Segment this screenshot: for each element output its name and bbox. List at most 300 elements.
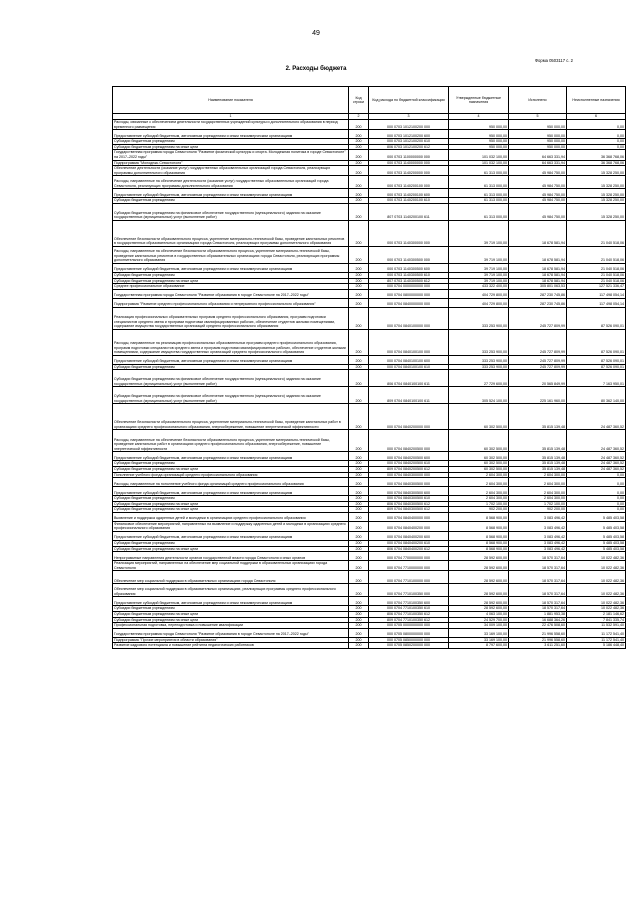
page-number: 49 (312, 30, 320, 37)
table-row (113, 584, 626, 597)
row-name-cell: Обеспечение мер социальной поддержки в образовательных организациях города Севастополя (113, 571, 349, 584)
row-line-code-cell: 200 (349, 166, 369, 176)
column-header-classification-code: Код расхода по бюджетной классификации (369, 87, 449, 114)
row-classification-code-cell: 000 0703 1140200100 610 (369, 198, 449, 204)
row-unexecuted-cell: 11 172 541,40 (567, 628, 626, 637)
row-unexecuted-cell: 36 368 768,06 (567, 160, 626, 166)
row-name-cell: Предоставление субсидий бюджетным, автономным учреждениям и иным некоммерческим организациям (113, 130, 349, 139)
row-line-code-cell: 200 (349, 144, 369, 150)
row-classification-code-cell: 000 0703 1140300000 000 (369, 220, 449, 246)
table-row (113, 203, 626, 220)
row-classification-code-cell: 000 0704 7710000000 000 (369, 561, 449, 571)
row-line-code-cell: 200 (349, 452, 369, 461)
table-row (113, 387, 626, 404)
row-line-code-cell: 200 (349, 198, 369, 204)
row-name-cell: Расходы, направленные на обеспечение безопасности образовательного процесса, укрепление материально-технической базы, проведение капитальных работ в организациях среднего профессионального образования, энергосбережение, повышение энергетической эффективности (113, 430, 349, 452)
row-executed-cell: 45 984 750,00 (509, 203, 567, 220)
row-approved-cell: 60 302 500,00 (449, 452, 509, 461)
row-executed-cell: 245 727 809,99 (509, 355, 567, 364)
row-unexecuted-cell: 127 521 336,47 (567, 284, 626, 290)
table-row (113, 571, 626, 584)
row-name-cell: Субсидии бюджетным учреждениям на финансовое обеспечение государственного (муниципального) задания на оказание государственных (муниципальных) услуг (выполнение работ) (113, 203, 349, 220)
row-unexecuted-cell: 87 526 090,01 (567, 355, 626, 364)
row-name-cell: Субсидии бюджетным учреждениям на иные цели (113, 612, 349, 618)
row-classification-code-cell: 000 0704 0000000000 000 (369, 284, 449, 290)
table-row (113, 329, 626, 355)
row-approved-cell: 2 604 300,00 (449, 496, 509, 502)
row-executed-cell: 1 702 100,00 (509, 501, 567, 507)
row-approved-cell: 28 592 600,00 (449, 561, 509, 571)
table-row (113, 166, 626, 176)
row-classification-code-cell: 000 0705 0000000000 000 (369, 623, 449, 629)
row-name-cell: Пополнение учебного фонда организаций среднего профессионального образования (113, 472, 349, 478)
row-unexecuted-cell: 24 487 360,52 (567, 430, 626, 452)
row-executed-cell: 3 083 496,42 (509, 541, 567, 547)
row-line-code-cell: 200 (349, 160, 369, 166)
row-executed-cell: 2 604 300,00 (509, 472, 567, 478)
row-classification-code-cell: 000 0703 1140300500 600 (369, 263, 449, 272)
row-unexecuted-cell: 10 022 482,36 (567, 606, 626, 612)
row-approved-cell: 39 719 100,00 (449, 278, 509, 284)
row-classification-code-cell: 000 0703 1012100200 610 (369, 139, 449, 145)
row-executed-cell: 16 688 364,26 (509, 617, 567, 623)
row-unexecuted-cell: 0,00 (567, 144, 626, 150)
row-executed-cell: 45 984 750,00 (509, 198, 567, 204)
row-approved-cell: 950 000,00 (449, 144, 509, 150)
row-executed-cell: 950 000,00 (509, 120, 567, 130)
row-unexecuted-cell: 87 526 090,01 (567, 329, 626, 355)
row-line-code-cell: 200 (349, 628, 369, 637)
row-line-code-cell: 200 (349, 496, 369, 502)
row-classification-code-cell: 806 0704 7710100350 612 (369, 612, 449, 618)
table-row (113, 404, 626, 430)
row-classification-code-cell: 000 0704 7710100350 000 (369, 584, 449, 597)
row-line-code-cell: 200 (349, 263, 369, 272)
row-line-code-cell: 200 (349, 189, 369, 198)
row-approved-cell: 4 063 100,00 (449, 612, 509, 618)
row-approved-cell: 61 313 000,00 (449, 198, 509, 204)
page-title: 2. Расходы бюджета (285, 66, 347, 72)
row-executed-cell: 21 996 558,60 (509, 637, 567, 643)
row-executed-cell: 18 570 317,64 (509, 552, 567, 561)
table-row (113, 289, 626, 298)
row-unexecuted-cell: 11 532 591,40 (567, 623, 626, 629)
row-classification-code-cell: 000 0703 1140200100 000 (369, 176, 449, 189)
row-line-code-cell: 200 (349, 139, 369, 145)
table-row (113, 355, 626, 364)
table-row (113, 521, 626, 531)
row-name-cell: Предоставление субсидий бюджетным, автономным учреждениям и иным некоммерческим организациям (113, 263, 349, 272)
row-name-cell: Реализация профессиональных образовательных программ среднего профессионального образования, программ подготовки специалистов среднего звена и программ подготовки квалифицированных рабочих, обеспечение студентов жилыми помещениями, содержание имущества государственных организаций среднего профессионального образования (113, 307, 349, 329)
row-approved-cell: 61 313 000,00 (449, 203, 509, 220)
row-executed-cell: 2 604 300,00 (509, 478, 567, 487)
table-row (113, 452, 626, 461)
column-number: 1 (113, 114, 349, 120)
table-row (113, 532, 626, 541)
row-approved-cell: 39 719 100,00 (449, 220, 509, 246)
row-approved-cell: 305 524 100,00 (449, 387, 509, 404)
row-unexecuted-cell: 5 485 403,58 (567, 512, 626, 521)
row-unexecuted-cell: 24 487 360,52 (567, 452, 626, 461)
row-name-cell: Субсидии бюджетным учреждениям на финансовое обеспечение государственного (муниципального) задания на оказание государственных (муниципальных) услуг (выполнение работ) (113, 387, 349, 404)
row-classification-code-cell: 000 0704 0840000000 000 (369, 298, 449, 307)
row-unexecuted-cell: 24 487 360,52 (567, 466, 626, 472)
row-classification-code-cell: 000 0704 7710100350 600 (369, 597, 449, 606)
row-executed-cell: 245 727 809,99 (509, 329, 567, 355)
row-executed-cell: 35 815 139,48 (509, 466, 567, 472)
row-line-code-cell: 200 (349, 512, 369, 521)
row-line-code-cell: 200 (349, 130, 369, 139)
row-name-cell: Субсидии бюджетным учреждениям (113, 272, 349, 278)
table-row (113, 370, 626, 387)
row-unexecuted-cell: 0,00 (567, 496, 626, 502)
row-classification-code-cell: 809 0704 0840200500 612 (369, 466, 449, 472)
row-line-code-cell: 200 (349, 623, 369, 629)
row-classification-code-cell: 000 0703 1012100200 600 (369, 130, 449, 139)
row-executed-cell: 287 230 745,86 (509, 289, 567, 298)
row-unexecuted-cell: 5 485 403,58 (567, 541, 626, 547)
row-classification-code-cell: 000 0704 0800000000 000 (369, 289, 449, 298)
row-classification-code-cell: 000 0704 7700000000 000 (369, 552, 449, 561)
row-approved-cell: 39 719 100,00 (449, 263, 509, 272)
row-approved-cell: 39 719 100,00 (449, 246, 509, 263)
row-classification-code-cell: 807 0703 1140200100 611 (369, 203, 449, 220)
row-approved-cell: 2 604 300,00 (449, 472, 509, 478)
row-unexecuted-cell: 10 022 482,36 (567, 561, 626, 571)
row-executed-cell: 2 604 300,00 (509, 496, 567, 502)
row-classification-code-cell: 000 0703 1140300500 610 (369, 272, 449, 278)
row-approved-cell: 950 000,00 (449, 120, 509, 130)
row-classification-code-cell: 806 0704 0840400200 612 (369, 546, 449, 552)
row-classification-code-cell: 000 0704 0840100100 000 (369, 329, 449, 355)
row-line-code-cell: 200 (349, 571, 369, 584)
row-name-cell: Субсидии бюджетным учреждениям (113, 139, 349, 145)
row-executed-cell: 305 801 063,53 (509, 284, 567, 290)
row-line-code-cell: 200 (349, 606, 369, 612)
row-name-cell: Государственная программа города Севастополя "Развитие образования в городе Севастополе на 2017–2022 годы" (113, 289, 349, 298)
column-header-executed: Исполнено (509, 87, 567, 114)
row-unexecuted-cell: 24 487 360,52 (567, 461, 626, 467)
row-classification-code-cell: 000 0704 0840100100 600 (369, 355, 449, 364)
row-approved-cell: 950 000,00 (449, 130, 509, 139)
row-classification-code-cell: 809 0704 7710100350 612 (369, 617, 449, 623)
row-approved-cell: 433 322 400,00 (449, 284, 509, 290)
row-unexecuted-cell: 10 022 482,36 (567, 571, 626, 584)
row-approved-cell: 28 592 600,00 (449, 584, 509, 597)
row-name-cell: Субсидии бюджетным учреждениям на иные цели (113, 144, 349, 150)
row-classification-code-cell: 000 0704 0840300500 610 (369, 496, 449, 502)
row-classification-code-cell: 000 0703 1100000000 000 (369, 150, 449, 160)
row-line-code-cell: 200 (349, 220, 369, 246)
table-row (113, 512, 626, 521)
row-line-code-cell: 200 (349, 612, 369, 618)
row-unexecuted-cell: 21 040 518,06 (567, 246, 626, 263)
row-line-code-cell: 200 (349, 487, 369, 496)
row-unexecuted-cell: 5 485 403,58 (567, 532, 626, 541)
row-unexecuted-cell: 10 022 482,36 (567, 597, 626, 606)
row-approved-cell: 24 529 700,00 (449, 617, 509, 623)
row-name-cell: Подпрограмма "Развитие среднего профессионального образования и непрерывного профессионального образования" (113, 298, 349, 307)
table-row (113, 246, 626, 263)
row-classification-code-cell: 000 0703 1140200100 600 (369, 189, 449, 198)
table-row (113, 189, 626, 198)
row-approved-cell: 60 302 500,00 (449, 430, 509, 452)
row-classification-code-cell: 000 0704 0840300000 000 (369, 472, 449, 478)
row-name-cell: Государственная программа города Севастополя "Развитие физической культуры и спорта. Молодежная политика в городе Севастополе" на 2017–2022 годы" (113, 150, 349, 160)
table-row (113, 120, 626, 130)
row-line-code-cell: 200 (349, 370, 369, 387)
row-line-code-cell: 200 (349, 329, 369, 355)
row-line-code-cell: 200 (349, 284, 369, 290)
row-name-cell: Обеспечение мер социальной поддержки в образовательных организациях, реализующих программы среднего профессионального образования (113, 584, 349, 597)
row-approved-cell: 1 702 100,00 (449, 501, 509, 507)
row-approved-cell: 8 568 900,00 (449, 521, 509, 531)
row-executed-cell: 18 678 581,94 (509, 278, 567, 284)
row-name-cell: Развитие кадрового потенциала и повышение рейтинга педагогических работников (113, 643, 349, 649)
row-unexecuted-cell: 11 172 541,40 (567, 637, 626, 643)
row-classification-code-cell: 000 0704 0840100100 610 (369, 364, 449, 370)
row-classification-code-cell: 000 0705 0800000000 000 (369, 628, 449, 637)
row-name-cell: Обеспечение безопасности образовательного процесса, укрепление материально-технической базы, проведение капитальных работ в организациях среднего профессионального образования, энергосбережение, повышение энергетической эффективности (113, 404, 349, 430)
column-number: 2 (349, 114, 369, 120)
row-name-cell: Расходы, связанные с обеспечением деятельности государственных учреждений культуры и дополнительного образования в период временного размещения (113, 120, 349, 130)
row-approved-cell: 33 169 100,00 (449, 628, 509, 637)
row-line-code-cell: 200 (349, 521, 369, 531)
row-unexecuted-cell: 15 328 250,00 (567, 176, 626, 189)
row-name-cell: Государственная программа города Севастополя "Развитие образования в городе Севастополе на 2017–2022 годы" (113, 628, 349, 637)
table-row (113, 430, 626, 452)
row-name-cell: Предоставление субсидий бюджетным, автономным учреждениям и иным некоммерческим организациям (113, 355, 349, 364)
row-line-code-cell: 200 (349, 561, 369, 571)
row-name-cell: Предоставление субсидий бюджетным, автономным учреждениям и иным некоммерческим организациям (113, 487, 349, 496)
row-executed-cell: 2 604 300,00 (509, 487, 567, 496)
row-classification-code-cell: 000 0704 0840400200 600 (369, 532, 449, 541)
row-classification-code-cell: 000 0704 0840200500 000 (369, 430, 449, 452)
row-unexecuted-cell: 87 526 090,01 (567, 307, 626, 329)
row-unexecuted-cell: 117 498 054,14 (567, 289, 626, 298)
row-name-cell: Субсидии бюджетным учреждениям (113, 364, 349, 370)
row-classification-code-cell: 000 0704 0840100000 000 (369, 307, 449, 329)
row-approved-cell: 33 169 100,00 (449, 637, 509, 643)
row-name-cell: Субсидии бюджетным учреждениям на иные цели (113, 507, 349, 513)
row-name-cell: Субсидии бюджетным учреждениям на иные цели (113, 501, 349, 507)
table-row (113, 597, 626, 606)
row-executed-cell: 18 570 317,64 (509, 571, 567, 584)
row-unexecuted-cell: 0,00 (567, 507, 626, 513)
row-line-code-cell: 200 (349, 643, 369, 649)
row-name-cell: Субсидии бюджетным учреждениям на иные цели (113, 546, 349, 552)
table-header-row (113, 87, 626, 114)
row-approved-cell: 28 592 600,00 (449, 552, 509, 561)
table-row (113, 298, 626, 307)
row-name-cell: Расходы, направленные на реализацию профессиональных образовательных программ среднего профессионального образования, программ подготовки специалистов среднего звена и программ подготовки квалифицированных рабочих, обеспечение студентов жилыми помещениями, содержание имущества государственных организаций среднего профессионального образования (113, 329, 349, 355)
row-approved-cell: 39 719 100,00 (449, 272, 509, 278)
row-approved-cell: 2 604 300,00 (449, 478, 509, 487)
row-approved-cell: 404 729 800,00 (449, 289, 509, 298)
row-executed-cell: 20 565 849,99 (509, 370, 567, 387)
row-approved-cell: 902 200,00 (449, 507, 509, 513)
row-unexecuted-cell: 15 328 250,00 (567, 198, 626, 204)
row-unexecuted-cell: 36 368 768,06 (567, 150, 626, 160)
row-approved-cell: 333 253 900,00 (449, 355, 509, 364)
row-executed-cell: 64 663 331,94 (509, 150, 567, 160)
row-executed-cell: 22 476 508,60 (509, 623, 567, 629)
row-name-cell: Выявление и поддержка одаренных детей и молодежи в организациях среднего профессионального образования (113, 512, 349, 521)
row-unexecuted-cell: 5 186 448,40 (567, 643, 626, 649)
row-name-cell: Реализация мероприятий, направленных на обеспечение мер социальной поддержки в образовательных организациях города Севастополя (113, 561, 349, 571)
row-line-code-cell: 200 (349, 552, 369, 561)
row-unexecuted-cell: 10 022 482,36 (567, 552, 626, 561)
row-executed-cell: 18 570 317,64 (509, 597, 567, 606)
row-name-cell: Субсидии бюджетным учреждениям на иные цели (113, 278, 349, 284)
row-name-cell: Подпрограмма "Прочие мероприятия в области образования" (113, 637, 349, 643)
row-executed-cell: 45 984 750,00 (509, 189, 567, 198)
row-unexecuted-cell: 0,00 (567, 478, 626, 487)
row-executed-cell: 18 678 581,94 (509, 263, 567, 272)
row-line-code-cell: 200 (349, 176, 369, 189)
row-unexecuted-cell: 0,00 (567, 487, 626, 496)
row-unexecuted-cell: 21 040 518,06 (567, 278, 626, 284)
row-approved-cell: 8 568 900,00 (449, 541, 509, 547)
column-number: 5 (509, 114, 567, 120)
row-name-cell: Финансовое обеспечение мероприятий, направленных на выявление и поддержку одаренных детей и молодежи в организациях среднего профессионального образования (113, 521, 349, 531)
form-code: Форма 0503117 с. 2 (534, 58, 573, 63)
table-row (113, 130, 626, 139)
row-classification-code-cell: 000 0704 0840300500 000 (369, 478, 449, 487)
row-executed-cell: 3 083 496,42 (509, 521, 567, 531)
row-classification-code-cell: 806 0704 0840100100 611 (369, 370, 449, 387)
row-executed-cell: 225 161 960,00 (509, 387, 567, 404)
row-classification-code-cell: 000 0703 1012100200 000 (369, 120, 449, 130)
row-name-cell: Расходы, направленные на пополнение учебного фонда организаций среднего профессионального образования (113, 478, 349, 487)
column-header-name: Наименование показателя (113, 87, 349, 114)
row-executed-cell: 35 815 139,48 (509, 452, 567, 461)
row-line-code-cell: 200 (349, 150, 369, 160)
row-approved-cell: 27 729 600,00 (449, 370, 509, 387)
row-line-code-cell: 200 (349, 120, 369, 130)
row-approved-cell: 60 302 500,00 (449, 466, 509, 472)
row-unexecuted-cell: 2 181 146,62 (567, 612, 626, 618)
row-unexecuted-cell: 7 163 950,01 (567, 370, 626, 387)
row-name-cell: Профессиональная подготовка, переподготовка и повышение квалификации (113, 623, 349, 629)
row-approved-cell: 61 313 000,00 (449, 166, 509, 176)
row-executed-cell: 21 996 558,60 (509, 628, 567, 637)
row-line-code-cell: 200 (349, 584, 369, 597)
row-unexecuted-cell: 87 526 090,01 (567, 364, 626, 370)
row-name-cell: Субсидии бюджетным учреждениям (113, 541, 349, 547)
row-unexecuted-cell: 7 841 335,74 (567, 617, 626, 623)
row-classification-code-cell: 806 0703 1012100200 612 (369, 144, 449, 150)
row-classification-code-cell: 807 0703 1140300500 612 (369, 278, 449, 284)
row-approved-cell: 8 568 900,00 (449, 546, 509, 552)
row-unexecuted-cell: 0,00 (567, 472, 626, 478)
row-approved-cell: 950 000,00 (449, 139, 509, 145)
row-approved-cell: 61 313 000,00 (449, 176, 509, 189)
row-line-code-cell: 200 (349, 501, 369, 507)
row-name-cell: Предоставление субсидий бюджетным, автономным учреждениям и иным некоммерческим организациям (113, 532, 349, 541)
row-approved-cell: 2 604 300,00 (449, 487, 509, 496)
row-executed-cell: 3 083 496,42 (509, 512, 567, 521)
row-name-cell: Предоставление субсидий бюджетным, автономным учреждениям и иным некоммерческим организациям (113, 189, 349, 198)
row-line-code-cell: 200 (349, 478, 369, 487)
row-classification-code-cell: 000 0704 0840300500 600 (369, 487, 449, 496)
row-name-cell: Субсидии бюджетным учреждениям (113, 461, 349, 467)
row-unexecuted-cell: 15 328 250,00 (567, 166, 626, 176)
table-row (113, 487, 626, 496)
row-approved-cell: 28 592 600,00 (449, 597, 509, 606)
row-line-code-cell: 200 (349, 546, 369, 552)
row-name-cell: Субсидии бюджетным учреждениям на иные цели (113, 617, 349, 623)
row-line-code-cell: 200 (349, 472, 369, 478)
row-approved-cell: 333 253 900,00 (449, 329, 509, 355)
row-executed-cell: 18 678 581,94 (509, 220, 567, 246)
row-classification-code-cell: 000 0705 0850000000 000 (369, 637, 449, 643)
row-classification-code-cell: 000 0703 1140200000 000 (369, 166, 449, 176)
row-approved-cell: 28 592 600,00 (449, 571, 509, 584)
row-line-code-cell: 200 (349, 430, 369, 452)
row-executed-cell: 1 881 953,38 (509, 612, 567, 618)
budget-expenditures-table (112, 86, 626, 649)
row-classification-code-cell: 000 0704 0840200000 000 (369, 404, 449, 430)
row-approved-cell: 60 302 500,00 (449, 461, 509, 467)
row-name-cell: Субсидии бюджетным учреждениям на финансовое обеспечение государственного (муниципального) задания на оказание государственных (муниципальных) услуг (выполнение работ) (113, 370, 349, 387)
row-name-cell: Предоставление субсидий бюджетным, автономным учреждениям и иным некоммерческим организациям (113, 452, 349, 461)
row-line-code-cell: 200 (349, 637, 369, 643)
column-header-line-code: Код строки (349, 87, 369, 114)
row-name-cell: Предоставление субсидий бюджетным, автономным учреждениям и иным некоммерческим организациям (113, 597, 349, 606)
row-unexecuted-cell: 0,00 (567, 501, 626, 507)
row-classification-code-cell: 000 0703 1140000000 000 (369, 160, 449, 166)
row-executed-cell: 35 815 139,48 (509, 404, 567, 430)
column-number: 3 (369, 114, 449, 120)
row-name-cell: Подпрограмма "Молодежь Севастополя" (113, 160, 349, 166)
row-executed-cell: 35 815 139,48 (509, 461, 567, 467)
row-executed-cell: 902 200,00 (509, 507, 567, 513)
row-executed-cell: 950 000,00 (509, 144, 567, 150)
row-classification-code-cell: 809 0704 0840300500 612 (369, 507, 449, 513)
row-classification-code-cell: 000 0704 7710100350 610 (369, 606, 449, 612)
row-executed-cell: 245 727 809,99 (509, 364, 567, 370)
row-unexecuted-cell: 21 040 518,06 (567, 263, 626, 272)
row-approved-cell: 60 302 500,00 (449, 404, 509, 430)
table-row (113, 307, 626, 329)
row-executed-cell: 950 000,00 (509, 139, 567, 145)
table-row (113, 263, 626, 272)
row-executed-cell: 18 678 581,94 (509, 246, 567, 263)
row-unexecuted-cell: 5 485 403,58 (567, 521, 626, 531)
row-classification-code-cell: 000 0705 0850200000 000 (369, 643, 449, 649)
row-executed-cell: 18 570 317,64 (509, 584, 567, 597)
row-name-cell: Обеспечение безопасности образовательного процесса, укрепление материально-технической базы, проведение капитальных ремонтов в государственных образовательных организациях города Севастополя, реализующих программы дополнительного образования (113, 220, 349, 246)
row-unexecuted-cell: 15 328 250,00 (567, 189, 626, 198)
row-unexecuted-cell: 0,00 (567, 120, 626, 130)
row-executed-cell: 64 663 331,94 (509, 160, 567, 166)
row-executed-cell: 245 727 809,99 (509, 307, 567, 329)
row-line-code-cell: 200 (349, 364, 369, 370)
row-executed-cell: 18 570 317,64 (509, 606, 567, 612)
table-row (113, 220, 626, 246)
row-approved-cell: 8 568 900,00 (449, 532, 509, 541)
table-body (113, 114, 626, 649)
row-executed-cell: 45 984 750,00 (509, 166, 567, 176)
row-approved-cell: 61 313 000,00 (449, 189, 509, 198)
table-row (113, 478, 626, 487)
table-row (113, 643, 626, 649)
row-approved-cell: 8 797 600,00 (449, 643, 509, 649)
table-row (113, 552, 626, 561)
row-line-code-cell: 200 (349, 404, 369, 430)
row-name-cell: Расходы, направленные на обеспечение безопасности образовательного процесса, укрепление материально-технической базы, проведение капитальных ремонтов в государственных образовательных организациях города Севастополя, реализующих программы дополнительного образования (113, 246, 349, 263)
